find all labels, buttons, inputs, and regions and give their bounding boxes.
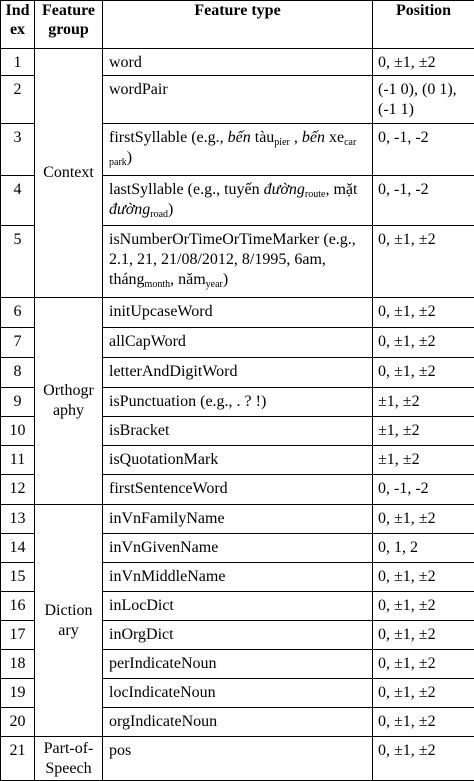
index-cell: 2 xyxy=(1,76,35,124)
header-index: Ind ex xyxy=(1,1,35,49)
index-cell: 1 xyxy=(1,49,35,76)
feature-type-cell: isBracket xyxy=(103,417,373,446)
index-cell: 16 xyxy=(1,592,35,621)
feature-type-cell: pos xyxy=(103,737,373,781)
position-cell: 0, -1, -2 xyxy=(373,124,474,176)
index-cell: 7 xyxy=(1,328,35,358)
position-cell: 0, ±1, ±2 xyxy=(373,592,474,621)
feature-type-cell: inVnGivenName xyxy=(103,534,373,563)
feature-type-cell: allCapWord xyxy=(103,328,373,358)
example-word: bến xyxy=(302,129,325,146)
index-cell: 20 xyxy=(1,708,35,737)
close-paren: ) xyxy=(223,271,228,288)
example-word-rest: tàu xyxy=(251,129,275,146)
example-gloss: route xyxy=(305,189,326,200)
table-row xyxy=(1,298,474,328)
position-cell: 0, ±1, ±2 xyxy=(373,358,474,388)
feature-type-cell: orgIndicateNoun xyxy=(103,708,373,737)
position-cell: 0, ±1, ±2 xyxy=(373,505,474,534)
position-cell: 0, -1, -2 xyxy=(373,176,474,226)
table-row xyxy=(1,737,474,781)
feature-type-cell: locIndicateNoun xyxy=(103,679,373,708)
group-dictionary: Diction ary xyxy=(35,505,103,737)
feature-type-cell xyxy=(103,124,373,176)
index-cell: 6 xyxy=(1,298,35,328)
header-feature-type: Feature type xyxy=(103,1,373,49)
index-cell: 13 xyxy=(1,505,35,534)
index-cell: 11 xyxy=(1,446,35,475)
feature-type-text: firstSyllable (e.g., xyxy=(109,129,228,146)
position-cell: 0, ±1, ±2 xyxy=(373,708,474,737)
header-feature-group: Feature group xyxy=(35,1,103,49)
position-cell: 0, ±1, ±2 xyxy=(373,737,474,781)
position-cell: 0, ±1, ±2 xyxy=(373,49,474,76)
position-cell: ±1, ±2 xyxy=(373,446,474,475)
position-cell: 0, ±1, ±2 xyxy=(373,226,474,298)
index-cell: 14 xyxy=(1,534,35,563)
position-cell: 0, 1, 2 xyxy=(373,534,474,563)
index-cell: 3 xyxy=(1,124,35,176)
position-cell: 0, ±1, ±2 xyxy=(373,650,474,679)
feature-type-cell: wordPair xyxy=(103,76,373,124)
example-word: đường xyxy=(109,201,150,218)
table-row xyxy=(1,49,474,76)
feature-type-cell: isQuotationMark xyxy=(103,446,373,475)
index-cell: 17 xyxy=(1,621,35,650)
index-cell: 15 xyxy=(1,563,35,592)
feature-type-cell: perIndicateNoun xyxy=(103,650,373,679)
feature-type-cell: inLocDict xyxy=(103,592,373,621)
group-orthography: Orthogr aphy xyxy=(35,298,103,505)
position-cell: 0, ±1, ±2 xyxy=(373,563,474,592)
feature-type-text: lastSyllable (e.g., tuyến xyxy=(109,181,264,198)
feature-type-cell: word xyxy=(103,49,373,76)
feature-type-cell: inVnMiddleName xyxy=(103,563,373,592)
separator-text: , xyxy=(290,129,302,146)
feature-type-cell: inOrgDict xyxy=(103,621,373,650)
index-cell: 21 xyxy=(1,737,35,781)
header-position: Position xyxy=(373,1,474,49)
feature-type-text: isNumberOrTimeOrTimeMarker (e.g., 2.1, 21, 21/08/2012, 8/1995, 6am, tháng xyxy=(109,231,356,288)
index-cell: 19 xyxy=(1,679,35,708)
example-gloss: year xyxy=(206,279,223,290)
close-paren: ) xyxy=(127,149,132,166)
position-cell: ±1, ±2 xyxy=(373,417,474,446)
example-gloss: car park xyxy=(109,137,356,168)
position-cell: 0, ±1, ±2 xyxy=(373,621,474,650)
position-cell: (-1 0), (0 1), (-1 1) xyxy=(373,76,474,124)
separator-text: , năm xyxy=(170,271,206,288)
position-cell: 0, ±1, ±2 xyxy=(373,328,474,358)
example-gloss: month xyxy=(145,279,171,290)
example-gloss: pier xyxy=(274,137,290,148)
feature-type-cell: inVnFamilyName xyxy=(103,505,373,534)
example-gloss: road xyxy=(150,209,168,220)
index-cell: 9 xyxy=(1,388,35,417)
group-context: Context xyxy=(35,49,103,298)
position-cell: ±1, ±2 xyxy=(373,388,474,417)
position-cell: 0, -1, -2 xyxy=(373,475,474,505)
table-row xyxy=(1,505,474,534)
position-cell: 0, ±1, ±2 xyxy=(373,298,474,328)
separator-text: , mặt xyxy=(325,181,357,198)
position-cell: 0, ±1, ±2 xyxy=(373,679,474,708)
index-cell: 8 xyxy=(1,358,35,388)
feature-type-cell: firstSentenceWord xyxy=(103,475,373,505)
feature-type-cell xyxy=(103,176,373,226)
feature-type-cell xyxy=(103,226,373,298)
feature-type-cell: isPunctuation (e.g., . ? !) xyxy=(103,388,373,417)
group-part-of-speech: Part-of-Speech xyxy=(35,737,103,781)
index-cell: 18 xyxy=(1,650,35,679)
index-cell: 10 xyxy=(1,417,35,446)
index-cell: 5 xyxy=(1,226,35,298)
index-cell: 12 xyxy=(1,475,35,505)
feature-type-cell: letterAndDigitWord xyxy=(103,358,373,388)
close-paren: ) xyxy=(168,201,173,218)
example-word: đường xyxy=(264,181,305,198)
example-word-rest: xe xyxy=(325,129,344,146)
example-word: bến xyxy=(228,129,251,146)
feature-type-cell: initUpcaseWord xyxy=(103,298,373,328)
index-cell: 4 xyxy=(1,176,35,226)
